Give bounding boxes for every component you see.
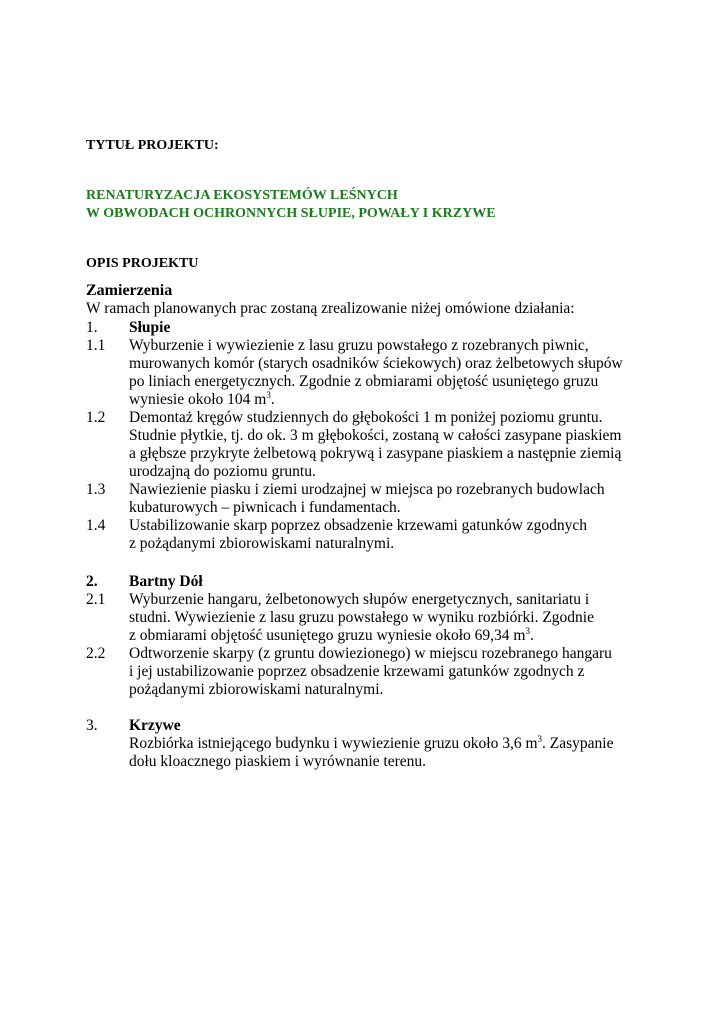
- section-heading: 1. Słupie: [86, 319, 171, 336]
- section-heading: 3. Krzywe: [86, 717, 181, 734]
- goals-intro: W ramach planowanych prac zostaną zrealizowanie niżej omówione działania:: [86, 300, 575, 317]
- section-heading: 2. Bartny Dół: [86, 573, 203, 590]
- section-1: [86, 319, 646, 553]
- project-title-line-1: RENATURYZACJA EKOSYSTEMÓW LEŚNYCH: [86, 188, 398, 203]
- list-item: 2.2 Odtworzenie skarpy (z gruntu dowiezionego) w miejscu rozebranego hangaru i jej ustabilizowanie poprzez obsadzenie krzewami gatunków zgodnych z pożądanymi zbiorowiskami naturalnymi.: [86, 645, 612, 698]
- description-heading: OPIS PROJEKTU: [86, 256, 199, 271]
- list-item: 2.1 Wyburzenie hangaru, żelbetonowych słupów energetycznych, sanitariatu i studni. Wywiezienie z lasu gruzu powstałego w wyniku rozbiórki. Zgodnie z obmiarami objętość usuniętego gruzu wyniesie około 69,34 $m^3$.: [86, 591, 594, 644]
- section-body: Rozbiórka istniejącego budynku i wywiezienie gruzu około 3,6 $m^3$. Zasypanie dołu kloacznego piaskiem i wyrównanie terenu.: [129, 734, 614, 770]
- goals-heading: Zamierzenia: [86, 282, 173, 299]
- list-item: 1.2 Demontaż kręgów studziennych do głębokości 1 m poniżej poziomu gruntu. Studnie płytkie, tj. do ok. 3 m głębokości, zostaną w całości zasypane piaskiem a głębsze przykryte żelbetową pokrywą i zasypane piaskiem a następnie ziemią urodzajną do poziomu gruntu.: [86, 409, 622, 480]
- project-title-label: TYTUŁ PROJEKTU:: [86, 138, 219, 153]
- section-3: [86, 717, 646, 771]
- section-2: [86, 573, 646, 699]
- list-item: 1.1 Wyburzenie i wywiezienie z lasu gruzu powstałego z rozebranych piwnic, murowanych komór (starych osadników ściekowych) oraz żelbetowych słupów po liniach energetycznych. Zgodnie z obmiarami objętość usuniętego gruzu wyniesie około 104 $m^3$.: [86, 337, 623, 408]
- list-item: 1.3 Nawiezienie piasku i ziemi urodzajnej w miejsca po rozebranych budowlach kubaturowych – piwnicach i fundamentach.: [86, 481, 605, 516]
- project-title-line-2: W OBWODACH OCHRONNYCH SŁUPIE, POWAŁY I KRZYWE: [86, 206, 496, 221]
- list-item: 1.4 Ustabilizowanie skarp poprzez obsadzenie krzewami gatunków zgodnych z pożądanymi zbiorowiskami naturalnymi.: [86, 517, 587, 552]
- project-title: [86, 187, 496, 223]
